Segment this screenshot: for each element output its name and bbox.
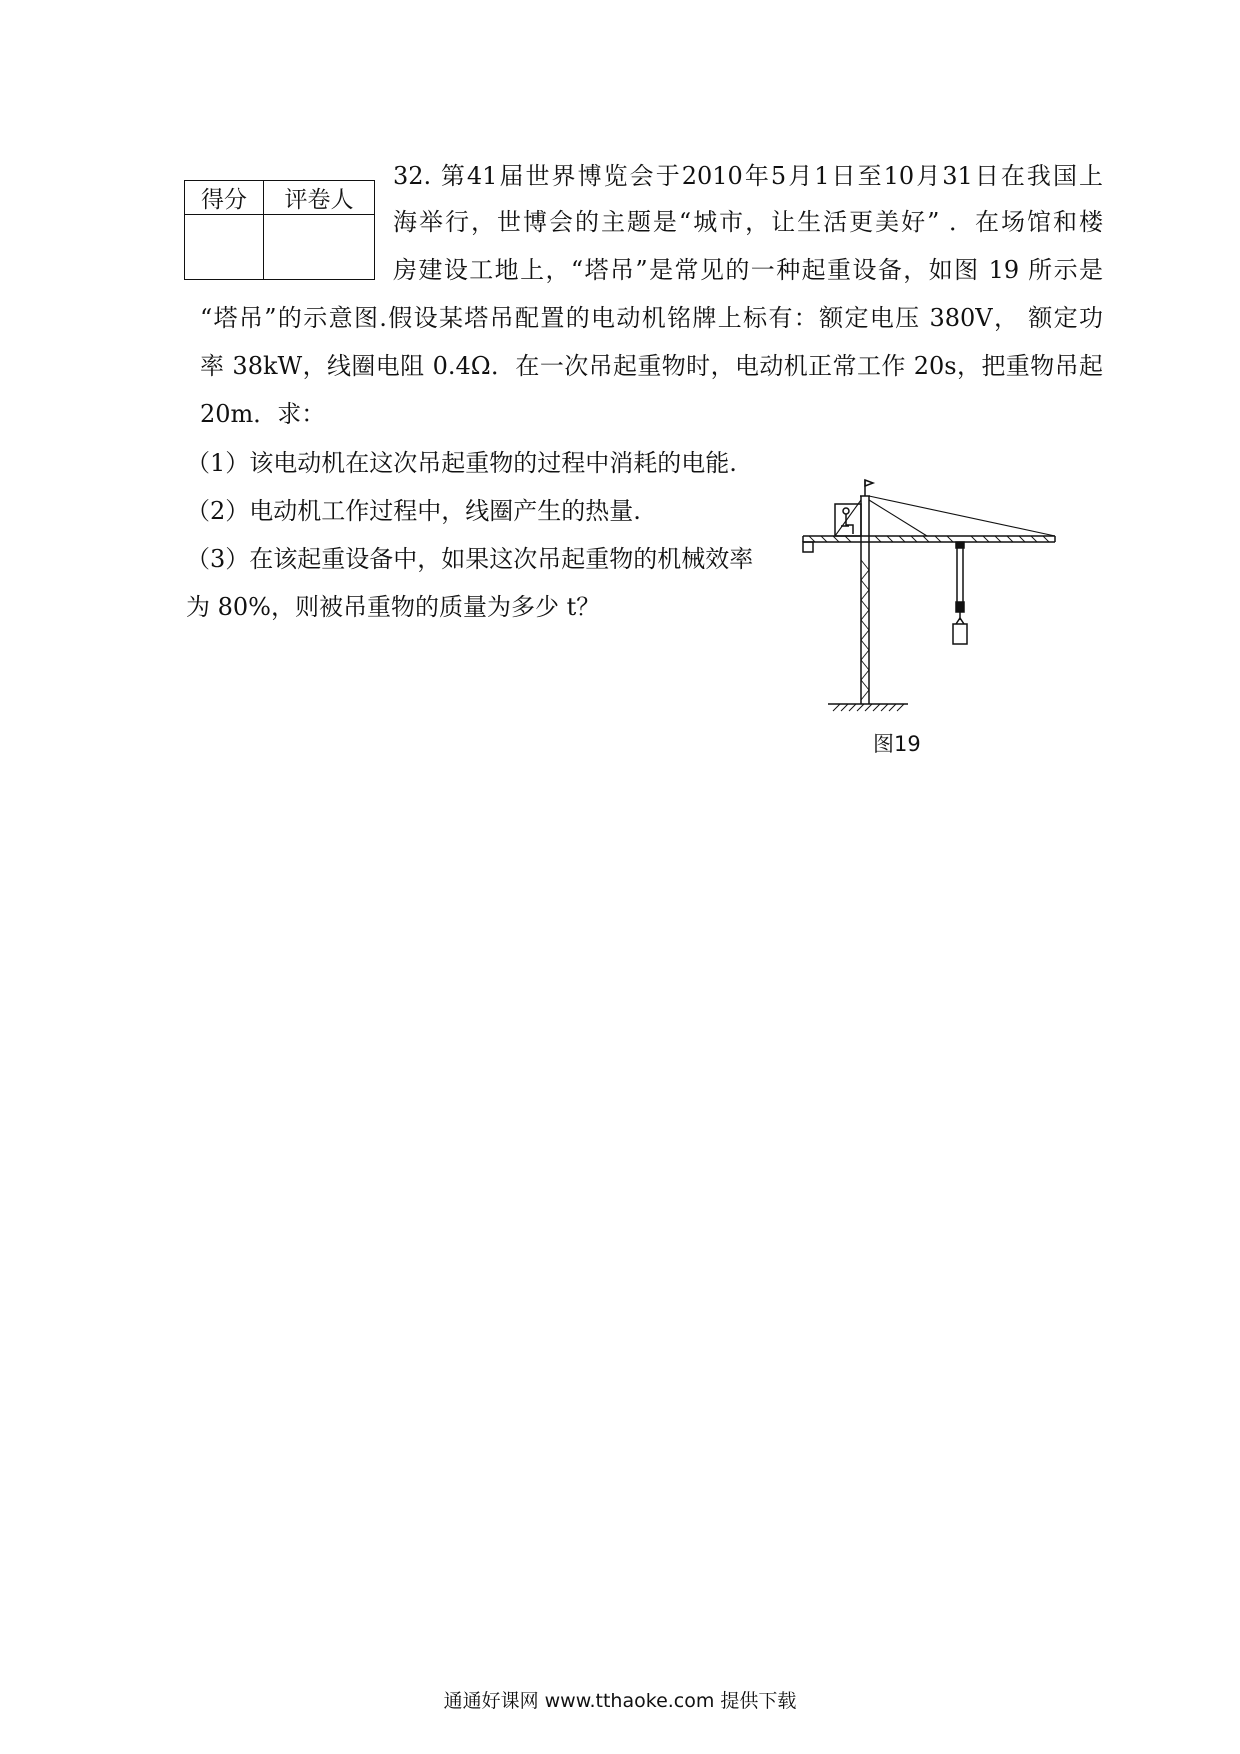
subquestion-1: （1）该电动机在这次吊起重物的过程中消耗的电能. xyxy=(186,449,737,477)
grader-cell xyxy=(264,215,375,280)
tower-crane-figure xyxy=(783,478,1069,718)
stay-cable-long xyxy=(869,496,1055,536)
jib-lattice xyxy=(809,536,1049,542)
score-cell xyxy=(185,215,264,280)
stay-cable-back xyxy=(835,500,861,536)
question-line-1: 32. 第41届世界博览会于2010年5月1日至10月31日在我国上 xyxy=(393,162,1103,190)
subquestion-3-cont: 为 80%，则被吊重物的质量为多少 t？ xyxy=(186,593,601,621)
grader-header: 评卷人 xyxy=(264,181,375,215)
counterweight xyxy=(803,542,813,552)
subquestion-3: （3）在该起重设备中，如果这次吊起重物的机械效率 xyxy=(186,545,754,573)
load-box xyxy=(953,624,967,644)
footer-text: 通通好课网 www.tthaoke.com 提供下载 xyxy=(443,1690,797,1712)
operator-body xyxy=(841,514,853,534)
question-line-5: 率 38kW，线圈电阻 0.4Ω．在一次吊起重物时，电动机正常工作 20s，把重物吊起 xyxy=(200,352,1103,380)
stay-cable-short xyxy=(869,500,927,536)
question-line-4: “塔吊”的示意图.假设某塔吊配置的电动机铭牌上标有：额定电压 380V， 额定功 xyxy=(200,304,1103,332)
figure-caption: 图19 xyxy=(873,732,921,756)
score-table xyxy=(184,180,375,280)
sling xyxy=(956,618,964,624)
question-line-2: 海举行，世博会的主题是“城市，让生活更美好” ．在场馆和楼 xyxy=(393,208,1103,236)
ground-hatching xyxy=(833,704,904,711)
mast-lattice xyxy=(861,560,869,700)
subquestion-2: （2）电动机工作过程中，线圈产生的热量. xyxy=(186,497,641,525)
question-line-3: 房建设工地上，“塔吊”是常见的一种起重设备，如图 19 所示是 xyxy=(393,256,1103,284)
trolley xyxy=(956,542,964,548)
flag xyxy=(865,480,873,486)
question-line-6: 20m．求： xyxy=(200,400,326,428)
operator-head xyxy=(843,508,849,514)
score-header: 得分 xyxy=(185,181,264,215)
hook-block xyxy=(956,602,964,612)
